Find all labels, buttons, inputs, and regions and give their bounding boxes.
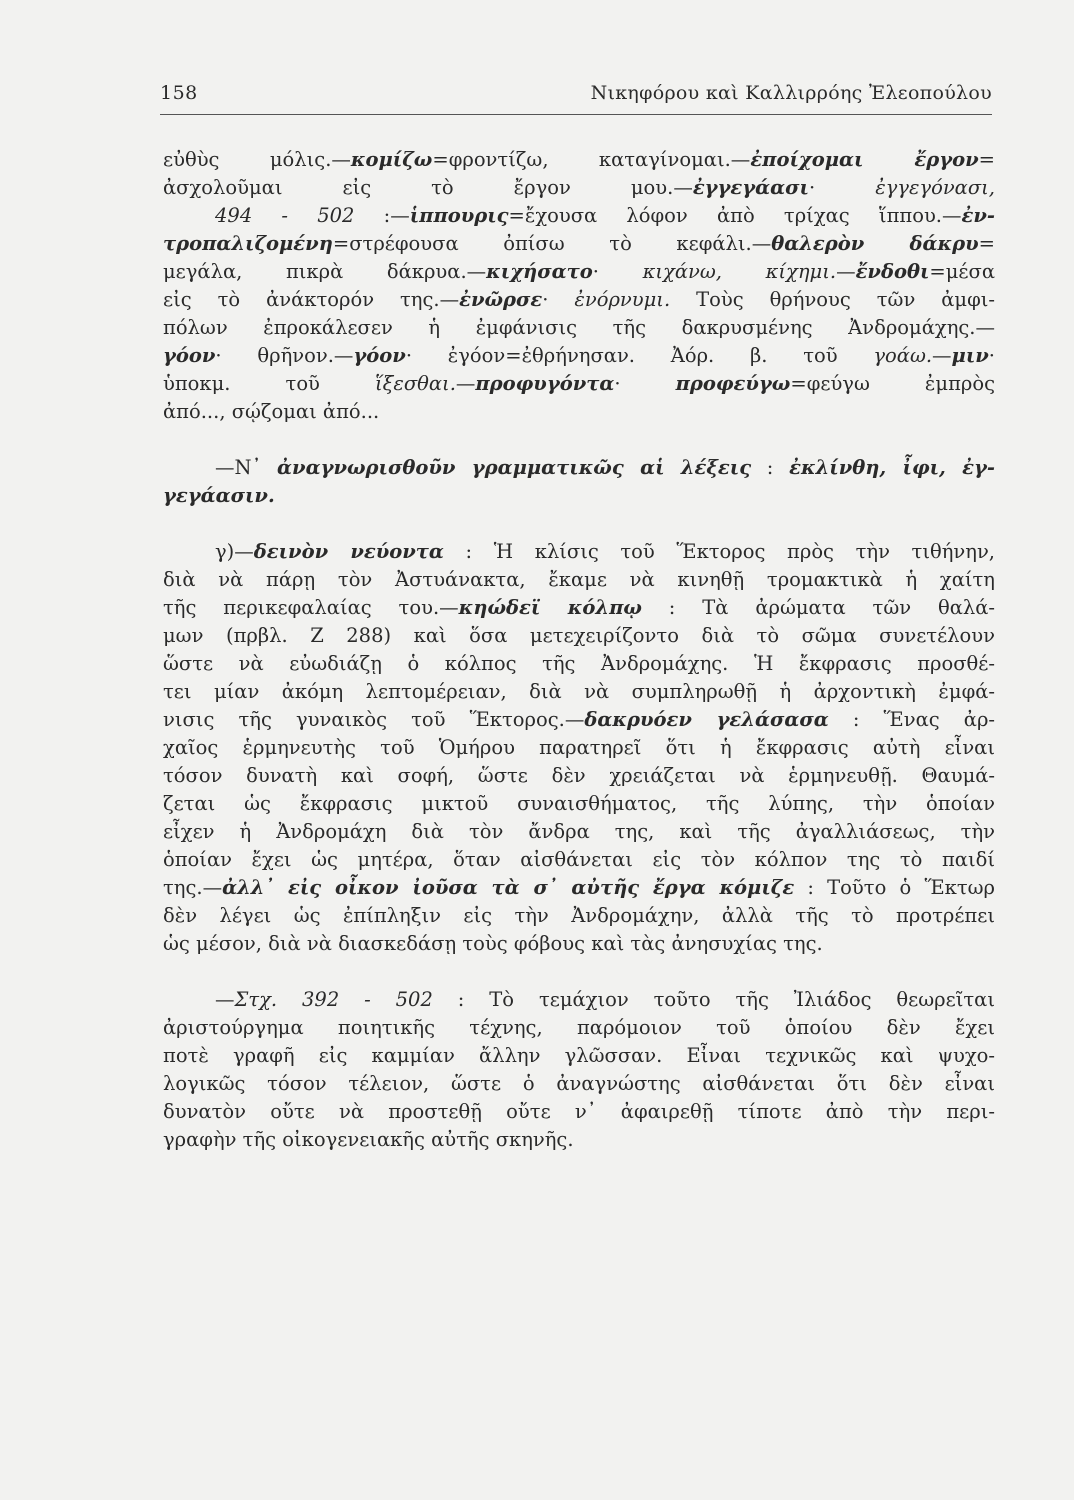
text-segment: — [215,988,235,1011]
text-segment: ὑποκμ. τοῦ [163,372,375,395]
text-segment: τῆς περικεφαλαίας του.— [163,596,459,619]
bold-italic-term: δακρυόεν γελάσασα [584,708,829,731]
bold-italic-term: γεγάασιν. [163,484,275,507]
text-line [163,1098,995,1126]
text-segment: · [542,288,575,311]
text-segment: ζεται ὡς ἔκφρασις μικτοῦ συναισθήματος, τῆς λύπης, τὴν ὁποίαν [163,792,995,815]
text-segment: · [988,344,995,367]
bold-italic-term: προφυγόντα [475,372,615,395]
text-line [163,146,995,174]
text-segment: μων (πρβλ. Ζ 288) καὶ ὅσα μετεχειρίζοντο διὰ τὸ σῶμα συνετέλουν [163,624,995,647]
italic-text: κιχάνω, κίχημι. [642,260,837,283]
bold-italic-term: δεινὸν νεύοντα [253,540,444,563]
text-segment: πόλων ἐπροκάλεσεν ἡ ἐμφάνισις τῆς δακρυσμένης Ἀνδρομάχης.— [163,316,995,339]
text-segment: ὁποίαν ἔχει ὡς μητέρα, ὅταν αἰσθάνεται εἰς τὸν κόλπον της τὸ παιδί [163,848,995,871]
italic-text: ἵξεσθαι. [374,372,456,395]
italic-text: γοάω. [873,344,933,367]
text-segment: τει μίαν ἀκόμη λεπτομέρειαν, διὰ νὰ συμπληρωθῇ ἡ ἀρχοντικὴ ἐμφά- [163,680,995,703]
bold-italic-term: τροπαλιζομένη [163,232,333,255]
header-rule [160,114,992,115]
commentary-text [163,146,995,1154]
text-segment: =φεύγω ἐμπρὸς [790,372,995,395]
text-segment: · [808,176,876,199]
text-line [163,650,995,678]
text-segment: τόσον δυνατὴ καὶ σοφή, ὥστε δὲν χρειάζεται νὰ ἑρμηνευθῇ. Θαυμά- [163,764,995,787]
text-line [163,202,995,230]
text-segment: γραφὴν τῆς οἰκογενειακῆς αὐτῆς σκηνῆς. [163,1128,574,1151]
text-segment: ἀπό..., σῴζομαι ἀπό... [163,400,380,423]
text-line [163,230,995,258]
page-number: 158 [160,82,198,104]
italic-text: ἐνόρνυμι. [574,288,671,311]
text-segment: =φροντίζω, καταγίνομαι.— [432,148,751,171]
text-segment: ὥστε νὰ εὐωδιάζῃ ὁ κόλπος τῆς Ἀνδρομάχης. Ἡ ἔκφρασις προσθέ- [163,652,995,675]
running-head: Νικηφόρου καὶ Καλλιρρόης Ἐλεοπούλου [590,82,992,104]
text-segment: · [592,260,643,283]
text-segment: Τοὺς θρήνους τῶν ἀμφι- [670,288,995,311]
bold-italic-term: ἔνδοθι [855,260,930,283]
text-line [163,454,995,482]
text-segment: : Ἡ κλίσις τοῦ Ἕκτορος πρὸς τὴν τιθήνην, [443,540,995,563]
text-segment: εἶχεν ἡ Ἀνδρομάχη διὰ τὸν ἄνδρα της, καὶ τῆς ἀγαλλιάσεως, τὴν [163,820,995,843]
text-segment: νισις τῆς γυναικὸς τοῦ Ἕκτορος.— [163,708,585,731]
text-segment: · ἐγόον=ἐθρήνησαν. Ἀόρ. β. τοῦ [405,344,874,367]
text-segment: ἀσχολοῦμαι εἰς τὸ ἔργον μου.— [163,176,693,199]
bold-italic-term: κιχήσατο [486,260,593,283]
bold-italic-term: μιν [951,344,989,367]
bold-italic-term: ἀναγνωρισθοῦν γραμματικῶς αἱ λέξεις [277,456,752,479]
text-segment: · [614,372,676,395]
text-segment: :— [354,204,410,227]
text-segment: : Τὰ ἀρώματα τῶν θαλά- [641,596,995,619]
text-segment: εὐθὺς μόλις.— [163,148,351,171]
text-line [163,1014,995,1042]
text-line [163,762,995,790]
bold-italic-term: γόον [353,344,406,367]
text-line [163,538,995,566]
text-segment: — [836,260,856,283]
text-segment: ὡς μέσον, διὰ νὰ διασκεδάσῃ τοὺς φόβους καὶ τὰς ἀνησυχίας της. [163,932,823,955]
text-segment: —Ν᾿ [215,456,278,479]
text-segment: =ἔχουσα λόφον ἀπὸ τρίχας ἵππου.— [508,204,962,227]
text-segment: μεγάλα, πικρὰ δάκρυα.— [163,260,487,283]
text-line [163,986,995,1014]
bold-italic-term: γόον [163,344,216,367]
text-line [163,314,995,342]
bold-italic-term: θαλερὸν δάκρυ [771,232,979,255]
italic-text: 494 - 502 [215,204,355,227]
text-segment: γ)— [215,540,254,563]
text-line [163,594,995,622]
text-segment: : Τὸ τεμάχιον τοῦτο τῆς Ἰλιάδος θεωρεῖται [432,988,995,1011]
text-line [163,930,995,958]
text-line [163,846,995,874]
bold-italic-term: ἐνῶρσε [459,288,543,311]
text-line [163,286,995,314]
text-segment: = [978,148,995,171]
text-segment: λογικῶς τόσον τέλειον, ὥστε ὁ ἀναγνώστης αἰσθάνεται ὅτι δὲν εἶναι [163,1072,995,1095]
text-line [163,398,995,426]
text-segment: : [751,456,790,479]
text-segment: =στρέφουσα ὀπίσω τὸ κεφάλι.— [332,232,772,255]
italic-text: ἐγγεγόνασι, [875,176,995,199]
text-line [163,818,995,846]
text-line [163,706,995,734]
bold-italic-term: κηώδεϊ κόλπῳ [458,596,642,619]
text-segment: — [932,344,952,367]
italic-text: Στχ. 392 - 502 [234,988,433,1011]
bold-italic-term: ἐν- [961,204,995,227]
text-segment: εἰς τὸ ἀνάκτορόν της.— [163,288,460,311]
text-segment: διὰ νὰ πάρῃ τὸν Ἀστυάνακτα, ἔκαμε νὰ κινηθῇ τρομακτικὰ ἡ χαίτη [163,568,995,591]
text-line [163,482,995,510]
bold-italic-term: ἐποίχομαι ἔργον [750,148,979,171]
bold-italic-term: ἱππουρις [409,204,509,227]
text-line [163,370,995,398]
text-line [163,174,995,202]
text-line [163,678,995,706]
text-line [163,790,995,818]
bold-italic-term: ἐγγεγάασι [692,176,809,199]
text-segment: : Τοῦτο ὁ Ἕκτωρ [794,876,995,899]
bold-italic-term: ἐκλίνθη, ἶφι, ἐγ- [789,456,995,479]
text-line [163,342,995,370]
text-segment: =μέσα [929,260,995,283]
text-line [163,1126,995,1154]
text-line [163,622,995,650]
text-line [163,566,995,594]
text-line [163,258,995,286]
text-segment: δὲν λέγει ὡς ἐπίπληξιν εἰς τὴν Ἀνδρομάχην, ἀλλὰ τῆς τὸ προτρέπει [163,904,995,927]
text-line [163,734,995,762]
bold-italic-term: ἀλλ᾿ εἰς οἶκον ἰοῦσα τὰ σ᾿ αὐτῆς ἔργα κόμιζε [222,876,795,899]
bold-italic-term: κομίζω [350,148,433,171]
text-line [163,874,995,902]
text-segment: — [455,372,476,395]
text-line [163,902,995,930]
text-segment: : Ἕνας ἀρ- [828,708,995,731]
text-segment: ποτὲ γραφῆ εἰς καμμίαν ἄλλην γλῶσσαν. Εἶναι τεχνικῶς καὶ ψυχο- [163,1044,995,1067]
page-header [160,82,992,116]
text-segment: ἀριστούργημα ποιητικῆς τέχνης, παρόμοιον τοῦ ὁποίου δὲν ἔχει [163,1016,995,1039]
text-segment: = [978,232,995,255]
text-segment: δυνατὸν οὔτε νὰ προστεθῇ οὔτε ν᾿ ἀφαιρεθῇ τίποτε ἀπὸ τὴν περι- [163,1100,995,1123]
text-segment: χαῖος ἑρμηνευτὴς τοῦ Ὁμήρου παρατηρεῖ ὅτι ἡ ἔκφρασις αὐτὴ εἶναι [163,736,995,759]
text-line [163,1042,995,1070]
text-segment: · θρῆνον.— [215,344,354,367]
text-line [163,1070,995,1098]
bold-italic-term: προφεύγω [675,372,791,395]
text-segment: της.— [163,876,223,899]
